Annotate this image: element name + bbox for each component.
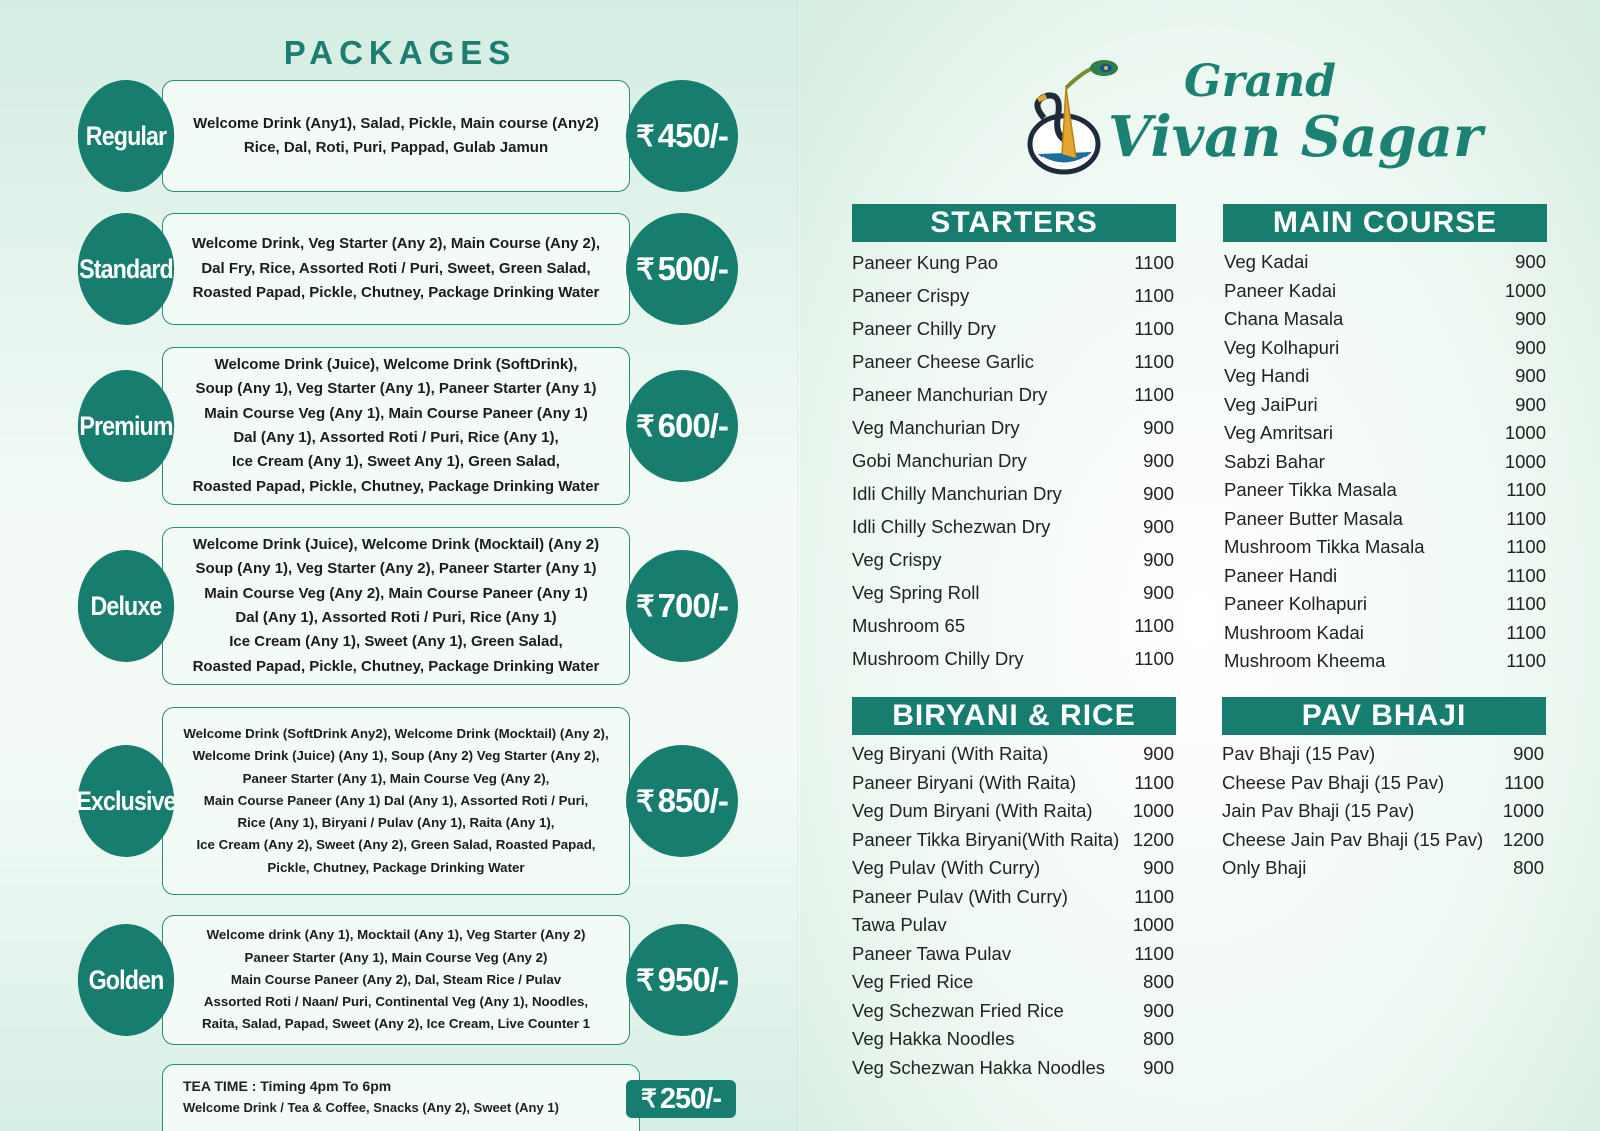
menu-item [852, 279, 1174, 312]
menu-item-name: Veg Biryani (With Raita) [852, 743, 1049, 765]
menu-item-name: Veg Schezwan Hakka Noodles [852, 1056, 1105, 1078]
menu-item-price: 900 [1513, 743, 1544, 765]
menu-item-price: 1000 [1504, 279, 1546, 301]
rupee-icon: ₹ [636, 410, 654, 443]
package-price-badge [626, 80, 738, 192]
package-detail-line: Ice Cream (Any 2), Sweet (Any 2), Green Salad, Roasted Papad, [196, 837, 596, 853]
rupee-icon: ₹ [636, 964, 654, 997]
biryani-heading: BIRYANI & RICE [852, 697, 1176, 735]
menu-item-price: 800 [1143, 971, 1174, 993]
package-details [162, 347, 630, 505]
menu-item [852, 477, 1174, 510]
menu-item-price: 900 [1515, 251, 1546, 273]
menu-item-name: Cheese Pav Bhaji (15 Pav) [1222, 771, 1445, 793]
menu-item [1224, 362, 1546, 391]
menu-item-name: Paneer Manchurian Dry [852, 383, 1048, 405]
menu-item [852, 642, 1174, 675]
package-detail-line: Pickle, Chutney, Package Drinking Water [267, 859, 525, 875]
package-detail-line: Roasted Papad, Pickle, Chutney, Package Drinking Water [192, 284, 600, 302]
menu-item [1222, 854, 1544, 883]
menu-item [852, 411, 1174, 444]
menu-item [1224, 419, 1546, 448]
package-name-badge: Standard [78, 213, 174, 325]
package-detail-line: Welcome drink (Any 1), Mocktail (Any 1), Veg Starter (Any 2) [206, 927, 586, 943]
menu-item-price: 900 [1143, 416, 1174, 438]
menu-item-price: 1000 [1502, 800, 1544, 822]
menu-item-price: 900 [1143, 581, 1174, 603]
menu-item-name: Veg Kolhapuri [1224, 336, 1340, 358]
menu-item-price: 900 [1515, 336, 1546, 358]
packages-title: PACKAGES [283, 34, 517, 71]
menu-item-name: Paneer Kadai [1224, 279, 1337, 301]
package-detail-line: Rice, Dal, Roti, Puri, Pappad, Gulab Jamun [243, 139, 549, 156]
tea-time-price [626, 1080, 736, 1118]
menu-item-name: Veg Dum Biryani (With Raita) [852, 800, 1093, 822]
menu-item-price: 1100 [1506, 536, 1546, 558]
package-details [162, 915, 630, 1045]
menu-item [852, 543, 1174, 576]
package-detail-line: Ice Cream (Any 1), Sweet Any 1), Green Salad, [232, 453, 560, 471]
package-deluxe [70, 527, 740, 685]
pav-bhaji-list [1222, 740, 1544, 883]
package-price-value: 450/- [657, 117, 728, 154]
package-detail-line: Main Course Veg (Any 1), Main Course Paneer (Any 1) [204, 404, 588, 422]
menu-item-price: 1100 [1134, 885, 1174, 907]
package-detail-line: Main Course Paneer (Any 1) Dal (Any 1), Assorted Roti / Puri, [203, 792, 589, 808]
package-detail-line: Soup (Any 1), Veg Starter (Any 1), Paneer Starter (Any 1) [195, 380, 597, 398]
package-detail-line: Main Course Veg (Any 2), Main Course Paneer (Any 1) [204, 584, 588, 602]
package-exclusive [70, 707, 740, 895]
menu-item [1222, 769, 1544, 798]
menu-item-price: 1100 [1506, 564, 1546, 586]
menu-item-price: 1200 [1502, 828, 1544, 850]
menu-item-name: Paneer Crispy [852, 284, 970, 306]
biryani-list [852, 740, 1174, 1082]
brand-name-line1: Grand [1184, 56, 1337, 107]
package-price-badge [626, 213, 738, 325]
menu-item-price: 1100 [1134, 614, 1174, 636]
package-premium [70, 347, 740, 505]
menu-item [852, 911, 1174, 940]
package-detail-line: Welcome Drink (SoftDrink Any2), Welcome Drink (Mocktail) (Any 2), [183, 726, 609, 742]
menu-item-name: Veg Handi [1224, 365, 1310, 387]
package-golden [70, 915, 740, 1045]
menu-item-name: Veg JaiPuri [1224, 393, 1318, 415]
menu-item-price: 1000 [1132, 914, 1174, 936]
menu-item [1224, 391, 1546, 420]
package-name-badge: Exclusive [78, 745, 174, 857]
rupee-icon: ₹ [640, 1085, 656, 1113]
brand-name-line2: Vivan Sagar [1108, 104, 1483, 170]
menu-item-name: Veg Amritsari [1224, 422, 1333, 444]
menu-item-name: Only Bhaji [1222, 857, 1307, 879]
menu-item-price: 900 [1143, 1056, 1174, 1078]
menu-item-price: 800 [1513, 857, 1544, 879]
menu-item-price: 900 [1143, 449, 1174, 471]
menu-item-price: 900 [1143, 743, 1174, 765]
package-detail-line: Welcome Drink, Veg Starter (Any 2), Main Course (Any 2), [191, 235, 601, 253]
menu-item [852, 997, 1174, 1026]
tea-time-heading: TEA TIME : Timing 4pm To 6pm [183, 1078, 392, 1094]
tea-price-value: 250/- [659, 1082, 721, 1115]
menu-item [852, 1025, 1174, 1054]
package-detail-line: Welcome Drink (Juice) (Any 1), Soup (Any 2) Veg Starter (Any 2), [192, 748, 600, 764]
menu-item-name: Veg Pulav (With Curry) [852, 857, 1041, 879]
rupee-icon: ₹ [636, 253, 654, 286]
menu-item-name: Paneer Handi [1224, 564, 1338, 586]
menu-item-price: 1100 [1506, 621, 1546, 643]
package-details [162, 213, 630, 325]
menu-item [1224, 476, 1546, 505]
menu-item [852, 740, 1174, 769]
package-detail-line: Welcome Drink (Juice), Welcome Drink (Mocktail) (Any 2) [192, 536, 600, 554]
package-price-value: 600/- [657, 407, 728, 444]
package-detail-line: Rice (Any 1), Biryani / Pulav (Any 1), Raita (Any 1), [237, 815, 555, 831]
menu-item-name: Mushroom Kheema [1224, 650, 1386, 672]
menu-item-name: Paneer Kung Pao [852, 251, 999, 273]
package-detail-line: Welcome Drink (Any1), Salad, Pickle, Main course (Any2) [193, 114, 599, 132]
package-details [162, 80, 630, 192]
menu-item-price: 1200 [1132, 828, 1174, 850]
menu-item-price: 1100 [1134, 251, 1174, 273]
package-detail-line: Assorted Roti / Naan/ Puri, Continental Veg (Any 1), Noodles, [203, 994, 589, 1010]
menu-item [852, 769, 1174, 798]
menu-item-price: 1100 [1506, 650, 1546, 672]
menu-item-price: 900 [1143, 482, 1174, 504]
menu-item-name: Veg Manchurian Dry [852, 416, 1020, 438]
menu-item-name: Paneer Kolhapuri [1224, 593, 1367, 615]
menu-item [1224, 590, 1546, 619]
menu-item-name: Veg Hakka Noodles [852, 1028, 1015, 1050]
main-course-list [1224, 248, 1546, 676]
menu-item-price: 1000 [1504, 450, 1546, 472]
menu-item-price: 1100 [1506, 593, 1546, 615]
menu-item [1224, 533, 1546, 562]
rupee-icon: ₹ [636, 785, 654, 818]
package-detail-line: Paneer Starter (Any 1), Main Course Veg (Any 2) [244, 949, 548, 965]
menu-item-name: Veg Spring Roll [852, 581, 980, 603]
menu-item [1224, 448, 1546, 477]
package-price-badge [626, 924, 738, 1036]
starters-heading: STARTERS [852, 204, 1176, 242]
menu-item [1222, 826, 1544, 855]
package-name-badge: Regular [78, 80, 174, 192]
menu-item-name: Mushroom Tikka Masala [1224, 536, 1425, 558]
package-price-value: 950/- [657, 961, 728, 998]
menu-item [1224, 619, 1546, 648]
package-name-badge: Deluxe [78, 550, 174, 662]
menu-item-name: Paneer Chilly Dry [852, 317, 996, 339]
menu-item-name: Idli Chilly Manchurian Dry [852, 482, 1062, 504]
package-details [162, 707, 630, 895]
menu-item-price: 1100 [1504, 771, 1544, 793]
package-detail-line: Dal (Any 1), Assorted Roti / Puri, Rice (Any 1) [235, 609, 557, 626]
package-detail-line: Raita, Salad, Papad, Sweet (Any 2), Ice Cream, Live Counter 1 [202, 1016, 590, 1032]
menu-item-name: Veg Crispy [852, 548, 942, 570]
menu-item-name: Tawa Pulav [852, 914, 947, 936]
menu-item-price: 1100 [1506, 479, 1546, 501]
menu-item-name: Mushroom Chilly Dry [852, 647, 1024, 669]
menu-item [1222, 797, 1544, 826]
menu-item-name: Paneer Biryani (With Raita) [852, 771, 1077, 793]
menu-item-name: Gobi Manchurian Dry [852, 449, 1027, 471]
menu-item-price: 1100 [1134, 771, 1174, 793]
tea-time-box [162, 1064, 640, 1131]
menu-item [852, 576, 1174, 609]
menu-item [852, 854, 1174, 883]
menu-item-name: Jain Pav Bhaji (15 Pav) [1222, 800, 1415, 822]
menu-item-name: Paneer Tikka Biryani(With Raita) [852, 828, 1120, 850]
menu-item-name: Idli Chilly Schezwan Dry [852, 515, 1051, 537]
menu-item [852, 378, 1174, 411]
menu-item-price: 1100 [1134, 383, 1174, 405]
menu-item [852, 510, 1174, 543]
menu-item-price: 1000 [1504, 422, 1546, 444]
menu-item-price: 800 [1143, 1028, 1174, 1050]
menu-item [852, 1054, 1174, 1083]
package-regular [70, 80, 740, 192]
package-price-value: 500/- [657, 250, 728, 287]
menu-item [1224, 562, 1546, 591]
menu-item-name: Paneer Cheese Garlic [852, 350, 1035, 372]
menu-item [1222, 740, 1544, 769]
menu-item-name: Chana Masala [1224, 308, 1344, 330]
package-detail-line: Roasted Papad, Pickle, Chutney, Package Drinking Water [192, 477, 600, 495]
menu-item-price: 900 [1143, 548, 1174, 570]
package-detail-line: Roasted Papad, Pickle, Chutney, Package Drinking Water [192, 657, 600, 675]
menu-item-price: 900 [1515, 308, 1546, 330]
pav-bhaji-heading: PAV BHAJI [1222, 697, 1546, 735]
menu-item [852, 246, 1174, 279]
package-name-badge: Golden [78, 924, 174, 1036]
menu-item-name: Veg Kadai [1224, 251, 1309, 273]
package-detail-line: Paneer Starter (Any 1), Main Course Veg (Any 2), [242, 770, 550, 786]
rupee-icon: ₹ [636, 590, 654, 623]
menu-item-name: Veg Schezwan Fried Rice [852, 999, 1064, 1021]
main-course-heading: MAIN COURSE [1223, 204, 1547, 242]
starters-list [852, 246, 1174, 675]
menu-item-name: Paneer Butter Masala [1224, 507, 1403, 529]
menu-item [852, 883, 1174, 912]
package-detail-line: Main Course Paneer (Any 2), Dal, Steam Rice / Pulav [230, 971, 562, 987]
menu-item [852, 345, 1174, 378]
package-standard [70, 213, 740, 325]
menu-item-price: 900 [1143, 999, 1174, 1021]
menu-item-price: 1100 [1134, 647, 1174, 669]
menu-item-name: Veg Fried Rice [852, 971, 974, 993]
menu-item [852, 797, 1174, 826]
tea-time-details: Welcome Drink / Tea & Coffee, Snacks (Any 2), Sweet (Any 1) [183, 1100, 559, 1115]
menu-item-price: 1000 [1132, 800, 1174, 822]
package-details [162, 527, 630, 685]
menu-item-name: Sabzi Bahar [1224, 450, 1325, 472]
menu-item-price: 1100 [1134, 284, 1174, 306]
menu-item-name: Mushroom Kadai [1224, 621, 1364, 643]
menu-item-name: Paneer Pulav (With Curry) [852, 885, 1068, 907]
package-detail-line: Ice Cream (Any 1), Sweet (Any 1), Green Salad, [229, 633, 563, 651]
package-price-badge [626, 745, 738, 857]
menu-item [852, 312, 1174, 345]
menu-item-price: 900 [1515, 365, 1546, 387]
menu-item [1224, 305, 1546, 334]
menu-item [1224, 334, 1546, 363]
package-detail-line: Dal Fry, Rice, Assorted Roti / Puri, Sweet, Green Salad, [201, 259, 591, 277]
menu-item-price: 1100 [1134, 350, 1174, 372]
package-price-value: 850/- [657, 782, 728, 819]
menu-item-price: 900 [1515, 393, 1546, 415]
menu-item-name: Paneer Tikka Masala [1224, 479, 1397, 501]
menu-item [852, 940, 1174, 969]
menu-item [852, 444, 1174, 477]
menu-item [1224, 505, 1546, 534]
package-name-badge: Premium [78, 370, 174, 482]
menu-item [1224, 277, 1546, 306]
menu-item [1224, 248, 1546, 277]
package-price-value: 700/- [657, 587, 728, 624]
menu-item [852, 609, 1174, 642]
package-detail-line: Soup (Any 1), Veg Starter (Any 2), Paneer Starter (Any 1) [195, 560, 597, 578]
menu-item-price: 900 [1143, 515, 1174, 537]
package-price-badge [626, 550, 738, 662]
package-detail-line: Dal (Any 1), Assorted Roti / Puri, Rice (Any 1), [233, 429, 559, 446]
menu-item-name: Mushroom 65 [852, 614, 966, 636]
menu-item-name: Pav Bhaji (15 Pav) [1222, 743, 1376, 765]
menu-item-price: 900 [1143, 857, 1174, 879]
menu-item-price: 1100 [1134, 317, 1174, 339]
menu-item [852, 968, 1174, 997]
menu-item-name: Paneer Tawa Pulav [852, 942, 1012, 964]
menu-item [1224, 647, 1546, 676]
menu-item-price: 1100 [1506, 507, 1546, 529]
package-detail-line: Welcome Drink (Juice), Welcome Drink (SoftDrink), [214, 356, 578, 374]
menu-item-name: Cheese Jain Pav Bhaji (15 Pav) [1222, 828, 1484, 850]
menu-item-price: 1100 [1134, 942, 1174, 964]
package-price-badge [626, 370, 738, 482]
rupee-icon: ₹ [636, 120, 654, 153]
menu-item [852, 826, 1174, 855]
